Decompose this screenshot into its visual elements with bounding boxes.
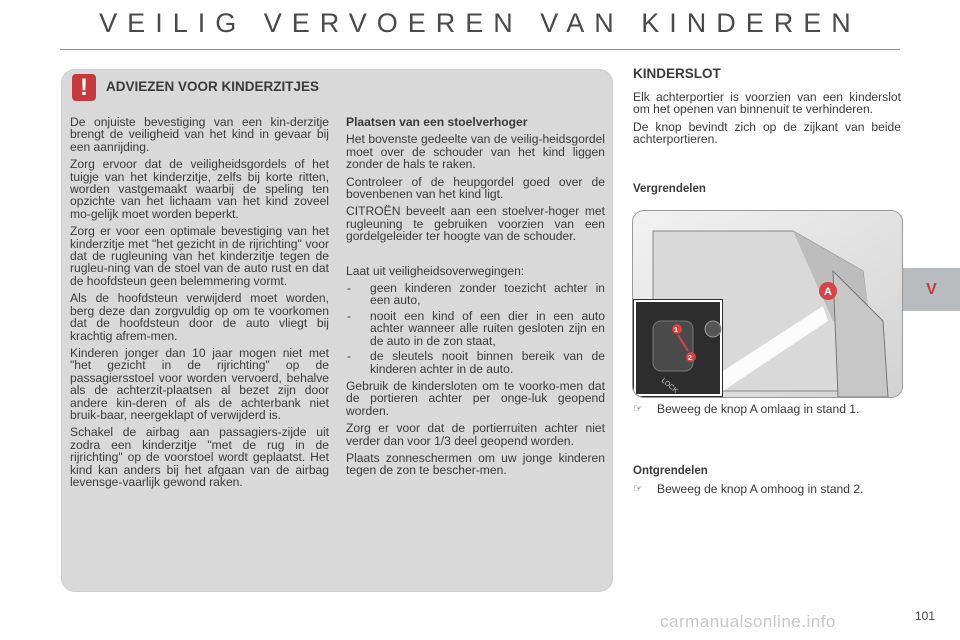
paragraph: Zorg er voor dat de portierruiten achter niet verder dan voor 1/3 deel geopend worden. [346,421,605,448]
label-1: 1 [674,327,678,334]
childlock-heading: KINDERSLOT [633,66,721,81]
paragraph: Schakel de airbag aan passagiers-zijde uit zodra een kinderzitje "met de rug in de rijrichting" op de voorstoel wordt geplaatst. Het kind kan anders bij het afgaan van de airbag levensge-vaarlijk gewond raken. [70,425,329,489]
booster-subheading: Plaatsen van een stoelverhoger [346,115,528,129]
list-item: - de sleutels nooit binnen bereik van de kinderen achter in de auto. [346,350,605,375]
unlock-step-text: Beweeg de knop A omhoog in stand 2. [657,482,864,496]
chapter-tab [903,268,960,311]
warning-icon: ! [72,74,96,101]
safety-list [346,282,605,375]
paragraph: Elk achterportier is voorzien van een kinderslot om het openen van binnenuit te verhinderen. [633,90,901,117]
lock-engraving: LOCK [659,377,679,395]
hand-pointer-icon: ☞ [633,403,643,415]
list-intro: Laat uit veiligheidsoverwegingen: [346,263,525,278]
paragraph: Zorg ervoor dat de veiligheidsgordels of het tuigje van het kinderzitje, zelfs bij korte ritten, worden vastgemaakt waarbij de speling ten opzichte van het lichaam van het kind zoveel mo-gelijk moet worden beperkt. [70,157,329,221]
warning-column-left [70,116,329,493]
door-childlock-photo [632,210,903,398]
warning-column-right [346,116,605,482]
paragraph: De knop bevindt zich op de zijkant van beide achterportieren. [633,119,901,147]
unlock-step [633,483,901,495]
paragraph: Als de hoofdsteun verwijderd moet worden, berg deze dan zorgvuldig op om te voorkomen dat de hoofdsteun door de auto vliegt bij krachtig afrem-men. [70,291,329,343]
paragraph: Het bovenste gedeelte van de veilig-heidsgordel moet over de schouder van het kind liggen zonder de hals te raken. [346,132,605,172]
list-item: - nooit een kind of een dier in een auto achter wanneer alle ruiten gesloten zijn en de auto in de zon staat, [346,310,605,347]
warning-heading: ADVIEZEN VOOR KINDERZITJES [106,79,320,94]
lock-step-text: Beweeg de knop A omlaag in stand 1. [657,402,860,416]
title-divider [60,49,900,50]
page-title: VEILIG VERVOEREN VAN KINDEREN [99,8,861,38]
lock-subheading: Vergrendelen [633,183,706,195]
unlock-subheading: Ontgrendelen [633,465,708,477]
paragraph: Gebruik de kindersloten om te voorko-men dat de portieren achter per onge-luk geopend worden. [346,378,605,418]
door-illustration [633,211,902,397]
hand-pointer-icon: ☞ [633,483,643,495]
chapter-letter: V [926,281,937,298]
watermark: carmanualsonline.info [660,612,836,631]
label-2: 2 [688,355,692,362]
paragraph: CITROËN beveelt aan een stoelver-hoger met rugleuning te gebruiken voorzien van een gordelgeleider ter hoogte van de schouder. [346,204,605,244]
paragraph: Kinderen jonger dan 10 jaar mogen niet met "het gezicht in de rijrichting" op de passagiersstoel voor worden vervoerd, behalve als de achterzit-plaatsen al bezet zijn door andere kin-deren of als de achterbank niet bruik-baar, neergeklapt of verwijderd is. [70,345,329,422]
paragraph: Zorg er voor een optimale bevestiging van het kinderzitje met "het gezicht in de rijrichting" voor dat de rugleuning van het kinderzitje tegen de rugleu-ning van de stoel van de auto rust en dat de hoofdsteun geen belemmering vormt. [70,224,329,288]
page-number: 101 [915,609,936,623]
paragraph: Plaats zonneschermen om uw jonge kinderen tegen de zon te bescher-men. [346,450,605,478]
childlock-text [633,91,901,151]
list-item: - geen kinderen zonder toezicht achter in een auto, [346,282,605,307]
lock-step [633,403,901,415]
paragraph: Controleer of de heupgordel goed over de bovenbenen van het kind ligt. [346,174,605,202]
label-a: A [824,286,832,298]
paragraph: De onjuiste bevestiging van een kin-derzitje brengt de veiligheid van het kind in gevaar bij een aanrijding. [70,115,329,154]
